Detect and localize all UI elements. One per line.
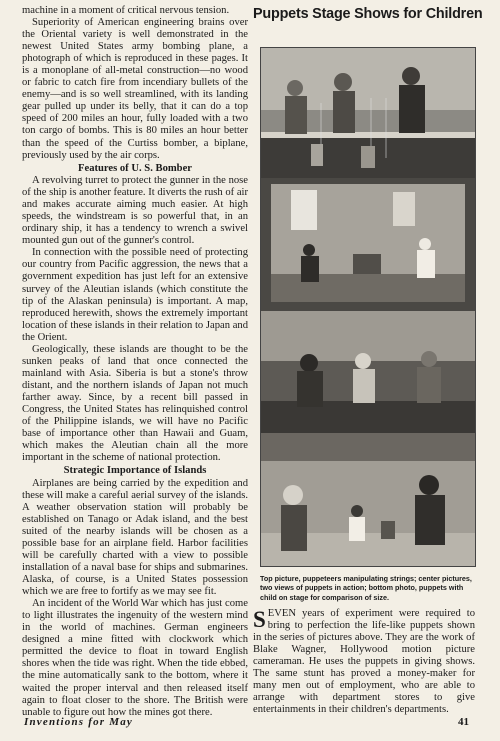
section-heading: Strategic Importance of Islands [63, 465, 207, 477]
drop-cap: S [253, 607, 266, 632]
photo-puppets-in-action-1 [261, 178, 475, 311]
story-text: EVEN years of experiment were required to bring to perfection the life-like puppets shown in the series of pictures above. They are the work of Blake Wagner, Hollywood motion picture cameraman. He uses the puppets in giving shows. The same stunt has proved a money-maker for many men out of employment, who are able to arrange with department stores to give entertainments in their children's departments. [253, 608, 475, 716]
paragraph: In connection with the possible need of protecting our country from Pacific aggression, the news that a government expedition has just left for an extensive survey of the Aleutian islands (which constitute the tip of the Alaskan peninsula) is important. A map, reproduced herewith, shows the extremely important location of these islands in their relation to Japan and the Orient. [22, 247, 248, 343]
puppets-story [253, 608, 475, 716]
page-number: 41 [458, 716, 469, 728]
photo-puppets-in-action-2 [261, 311, 475, 433]
photo-puppeteers [261, 48, 475, 178]
photo-caption: Top picture, puppeteers manipulating strings; center pictures, two views of puppets in action; bottom photo, puppets with child on stage for comparison of size. [260, 574, 472, 602]
paragraph: A revolving turret to protect the gunner in the nose of the ship is another feature. It diverts the rush of air and makes accurate aiming much easier. At high speeds, the windstream is so powerful that, in an ordinary ship, it has a tendency to wrench a swivel mounted gun out of the gunner's control. [22, 175, 248, 247]
paragraph: An incident of the World War which has just come to light illustrates the ingenuity of the western mind in the world of machines. German engineers designed a mine fitted with clockwork which permitted the device to float in toward English shores when the tide was right. When the tide ebbed, the mine automatically sank to the bottom, where it waited the proper interval and then released itself again to float closer to the shore. The British were unable to figure out how the mines got there. [22, 598, 248, 718]
paragraph: machine in a moment of critical nervous tension. [22, 5, 230, 16]
story-paragraph [253, 608, 475, 716]
photo-collage [260, 47, 476, 567]
left-article-column [22, 5, 248, 719]
footer-magazine-name: Inventions for May [24, 716, 133, 728]
article-title: Puppets Stage Shows for Children [253, 6, 483, 22]
section-heading: Features of U. S. Bomber [78, 162, 192, 174]
paragraph: Airplanes are being carried by the expedition and these will make a careful aerial survey of the islands. A weather observation station will probably be established on Tanago or Adak island, and the best suited of the nearby islands will be chosen as a possible base for an airplane field. Harbor facilities will be carefully charted with a view to possible installation of a naval base for ships and submarines. Alaska, of course, is a United States possession which we are free to fortify as we may see fit. [22, 477, 248, 598]
photo-puppets-with-child [261, 433, 475, 566]
paragraph: Geologically, these islands are thought to be the sunken peaks of land that once connected the mainland with Asia. Siberia is but a stone's throw distant, and the northern islands of Japan not much farther away. Since, by a recent bill passed in Congress, the United States has relinquished control of the Philippine islands, we will have no Pacific base of importance other than Hawaii and Guam, which makes the Aleutian chain all the more important in the scheme of national protection. [22, 343, 248, 464]
paragraph: Superiority of American engineering brains over the Oriental variety is well demonstrated in the newest United States army bombing plane, a photograph of which is reproduced in these pages. It is a monoplane of all-metal construction—no wood or fabric to catch fire from incendiary bullets of the enemy—and is so well streamlined, with its landing gear pulled up under its belly, that it can do a top speed of 200 miles an hour, fully loaded with a two ton cargo of bombs. This is 80 miles an hour better than the speed of the Curtiss bomber, a biplane, previously used by the air corps. [22, 17, 248, 161]
